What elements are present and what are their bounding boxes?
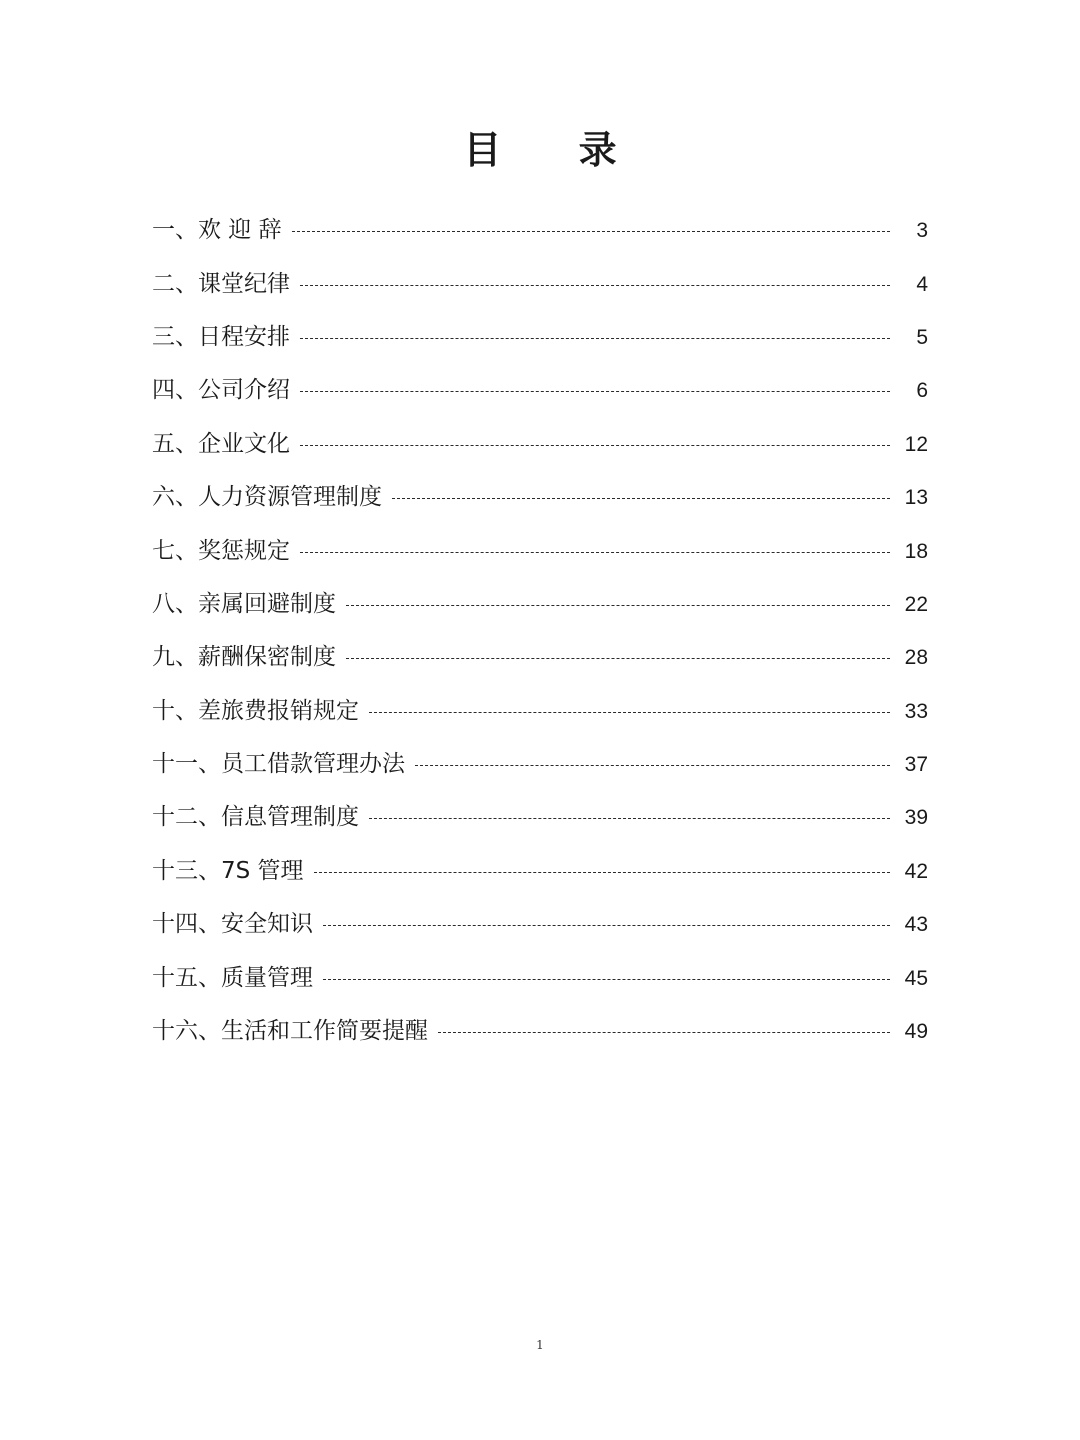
toc-entry-page: 33 — [904, 699, 928, 723]
toc-entry-5[interactable] — [152, 418, 928, 471]
toc-entry-label: 五、企业文化 — [152, 430, 290, 457]
toc-entry-page: 13 — [904, 486, 928, 510]
toc-leader-line — [415, 765, 890, 766]
toc-leader-line — [369, 712, 890, 713]
toc-leader-line — [300, 391, 890, 392]
toc-entry-page: 6 — [916, 379, 928, 403]
toc-entry-page: 37 — [904, 753, 928, 777]
toc-entry-4[interactable] — [152, 364, 928, 417]
toc-leader-line — [300, 445, 890, 446]
toc-entry-label: 三、日程安排 — [152, 323, 290, 350]
toc-leader-line — [300, 285, 890, 286]
toc-leader-line — [369, 818, 890, 819]
toc-leader-line — [323, 925, 890, 926]
toc-entry-label: 一、欢 迎 辞 — [152, 217, 282, 244]
toc-entry-page: 28 — [904, 646, 928, 670]
toc-entry-label: 十四、安全知识 — [152, 911, 313, 938]
toc-entry-16[interactable] — [152, 1005, 928, 1058]
toc-entry-page: 45 — [904, 966, 928, 990]
toc-leader-line — [346, 658, 890, 659]
toc-entry-page: 4 — [916, 272, 928, 296]
toc-entry-11[interactable] — [152, 738, 928, 791]
toc-entry-label: 十五、质量管理 — [152, 964, 313, 991]
toc-entry-page: 5 — [916, 325, 928, 349]
toc-entry-label: 十三、7S 管理 — [152, 857, 304, 884]
toc-entry-8[interactable] — [152, 578, 928, 631]
toc-leader-line — [300, 552, 890, 553]
toc-entry-label: 十二、信息管理制度 — [152, 804, 359, 831]
table-of-contents — [152, 204, 928, 1058]
toc-entry-page: 12 — [904, 432, 928, 456]
toc-entry-2[interactable] — [152, 257, 928, 310]
toc-entry-label: 十、差旅费报销规定 — [152, 697, 359, 724]
toc-entry-label: 九、薪酬保密制度 — [152, 644, 336, 671]
toc-entry-page: 49 — [904, 1020, 928, 1044]
toc-entry-3[interactable] — [152, 311, 928, 364]
toc-leader-line — [323, 979, 890, 980]
toc-entry-10[interactable] — [152, 685, 928, 738]
toc-entry-12[interactable] — [152, 791, 928, 844]
toc-leader-line — [392, 498, 890, 499]
toc-entry-page: 43 — [904, 913, 928, 937]
toc-entry-label: 六、人力资源管理制度 — [152, 484, 382, 511]
toc-entry-7[interactable] — [152, 524, 928, 577]
toc-leader-line — [292, 231, 890, 232]
toc-leader-line — [300, 338, 890, 339]
toc-entry-label: 七、奖惩规定 — [152, 537, 290, 564]
toc-entry-label: 十六、生活和工作简要提醒 — [152, 1018, 428, 1045]
toc-leader-line — [438, 1032, 890, 1033]
toc-entry-label: 八、亲属回避制度 — [152, 590, 336, 617]
toc-entry-label: 四、公司介绍 — [152, 377, 290, 404]
toc-entry-page: 22 — [904, 592, 928, 616]
toc-entry-6[interactable] — [152, 471, 928, 524]
toc-entry-13[interactable] — [152, 845, 928, 898]
toc-entry-page: 42 — [904, 859, 928, 883]
toc-leader-line — [346, 605, 890, 606]
toc-title: 目 录 — [463, 128, 649, 172]
toc-entry-page: 18 — [904, 539, 928, 563]
toc-leader-line — [314, 872, 890, 873]
toc-entry-label: 二、课堂纪律 — [152, 270, 290, 297]
toc-entry-1[interactable] — [152, 204, 928, 257]
toc-entry-page: 3 — [916, 219, 928, 243]
toc-entry-label: 十一、员工借款管理办法 — [152, 751, 405, 778]
page-number: 1 — [536, 1338, 544, 1352]
toc-entry-9[interactable] — [152, 631, 928, 684]
toc-entry-14[interactable] — [152, 898, 928, 951]
toc-entry-15[interactable] — [152, 951, 928, 1004]
toc-entry-page: 39 — [904, 806, 928, 830]
